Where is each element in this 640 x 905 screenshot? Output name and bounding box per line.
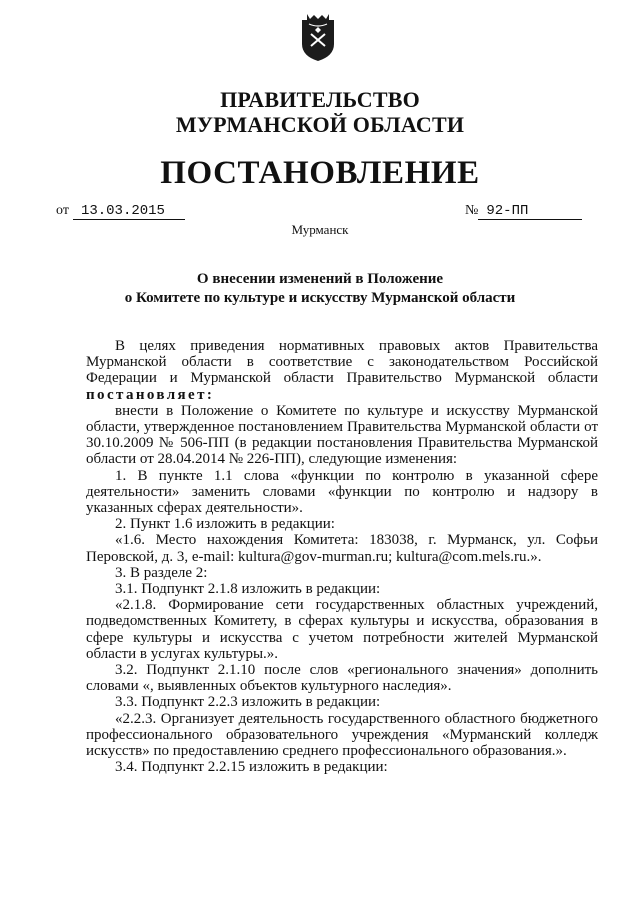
paragraph: «2.2.3. Организует деятельность государственного областного бюджетного профессионального образовательного учреждения «Мурманский колледж искусств» по предоставлению среднего профессионального образования.».	[86, 710, 598, 760]
number-field	[465, 203, 582, 220]
paragraph: 3.4. Подпункт 2.2.15 изложить в редакции:	[115, 759, 388, 776]
paragraph: 3. В разделе 2:	[115, 564, 208, 581]
paragraph: «1.6. Место нахождения Комитета: 183038, г. Мурманск, ул. Софьи Перовской, д. 3, e-mail: kultura@gov-murman.ru; kultura@com.mels.ru.».	[86, 532, 598, 565]
date-field	[56, 203, 185, 220]
paragraph: 3.3. Подпункт 2.2.3 изложить в редакции:	[115, 694, 381, 711]
paragraph: внести в Положение о Комитете по культуре и искусству Мурманской области, утвержденное постановлением Правительства Мурманской области от 30.10.2009 № 506-ПП (в редакции постановления Правительства Мурманской области от 28.04.2014 № 226-ПП), следующие изменения:	[86, 402, 598, 468]
date-prefix: от	[56, 203, 69, 218]
document-date: 13.03.2015	[73, 203, 185, 220]
document-type: ПОСТАНОВЛЕНИЕ	[160, 155, 480, 191]
city-name: Мурманск	[291, 222, 349, 237]
intro-text: В целях приведения нормативных правовых актов Правительства Мурманской области в соответствие с законодательством Российской Федерации и Мурманской области Правительство Мурманской области	[86, 338, 598, 387]
paragraph: 1. В пункте 1.1 слова «функции по контролю в указанной сфере деятельности» заменить словами «функции по контролю и надзору в указанных сферах деятельности».	[86, 467, 598, 517]
document-number: 92-ПП	[478, 203, 582, 220]
paragraph: 2. Пункт 1.6 изложить в редакции:	[115, 516, 335, 533]
paragraph-intro	[86, 338, 598, 403]
paragraph: 3.2. Подпункт 2.1.10 после слов «регионального значения» дополнить словами «, выявленных объектов культурного наследия».	[86, 662, 598, 695]
decree-word: постановляет:	[86, 386, 215, 403]
document-title-line2: о Комитете по культуре и искусству Мурманской области	[124, 290, 516, 306]
document-body	[86, 338, 598, 775]
paragraph: 3.1. Подпункт 2.1.8 изложить в редакции:	[115, 581, 381, 598]
document-title-line1: О внесении изменений в Положение	[196, 271, 444, 287]
number-prefix: №	[465, 203, 479, 218]
org-name-line2: МУРМАНСКОЙ ОБЛАСТИ	[175, 112, 465, 137]
org-name-line1: ПРАВИТЕЛЬСТВО	[220, 87, 420, 112]
paragraph: «2.1.8. Формирование сети государственных областных учреждений, подведомственных Комитету, в сферах культуры и искусства, образования в сфере культуры и искусства с учетом потребности жителей Мурманской области в услугах культуры.».	[86, 597, 598, 662]
coat-of-arms-icon	[299, 10, 337, 62]
